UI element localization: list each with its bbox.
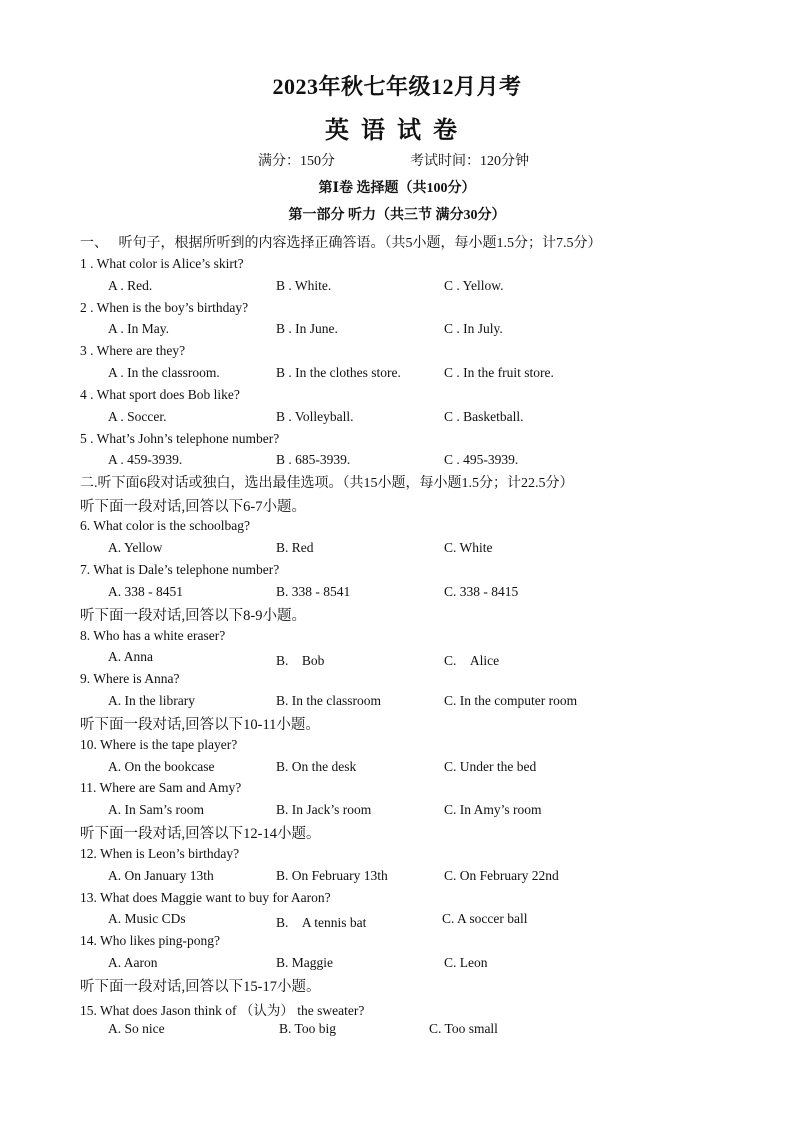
option-6a: A. Yellow	[108, 540, 163, 555]
option-10c: C. Under the bed	[444, 759, 537, 774]
option-11a: A. In Sam’s room	[108, 802, 204, 817]
option-4b: B . Volleyball.	[276, 409, 354, 424]
option-5b: B . 685-3939.	[276, 452, 351, 467]
option-1b: B . White.	[276, 278, 332, 293]
question-10: 10. Where is the tape player?	[80, 737, 238, 752]
option-2a: A . In May.	[108, 321, 169, 336]
section1-instruction: 一、 听句子，根据所听到的内容选择正确答语。（共5小题，每小题1.5分；计7.5分）	[80, 236, 602, 251]
option-2c: C . In July.	[444, 321, 503, 336]
question-8: 8. Who has a white eraser?	[80, 628, 226, 643]
question-14: 14. Who likes ping-pong?	[80, 933, 220, 948]
option-11c: C. In Amy’s room	[444, 802, 542, 817]
option-15a: A. So nice	[108, 1021, 165, 1036]
option-10b: B. On the desk	[276, 759, 357, 774]
question-4: 4 . What sport does Bob like?	[80, 387, 240, 402]
option-11b: B. In Jack’s room	[276, 802, 372, 817]
option-7c: C. 338 - 8415	[444, 584, 519, 599]
option-9c: C. In the computer room	[444, 693, 578, 708]
question-5: 5 . What’s John’s telephone number?	[80, 431, 280, 446]
question-2: 2 . When is the boy’s birthday?	[80, 300, 249, 315]
option-4a: A . Soccer.	[108, 409, 167, 424]
option-8b: B. Bob	[276, 653, 325, 668]
option-14b: B. Maggie	[276, 955, 333, 970]
dialog-intro-1: 听下面一段对话,回答以下6-7小题。	[80, 499, 306, 515]
option-3b: B . In the clothes store.	[276, 365, 401, 380]
question-1: 1 . What color is Alice’s skirt?	[80, 256, 244, 271]
question-3: 3 . Where are they?	[80, 343, 186, 358]
option-7a: A. 338 - 8451	[108, 584, 183, 599]
question-9: 9. Where is Anna?	[80, 671, 180, 686]
option-8c: C. Alice	[444, 653, 500, 668]
option-4c: C . Basketball.	[444, 409, 524, 424]
dialog-intro-2: 听下面一段对话,回答以下8-9小题。	[80, 608, 306, 624]
dialog-intro-4: 听下面一段对话,回答以下12-14小题。	[80, 826, 321, 842]
part-heading: 第一部分 听力（共三节 满分30分）	[288, 208, 506, 223]
option-13a: A. Music CDs	[108, 911, 186, 926]
question-12: 12. When is Leon’s birthday?	[80, 846, 240, 861]
option-8a: A. Anna	[108, 649, 153, 664]
option-13b: B. A tennis bat	[276, 915, 367, 930]
exam-subtitle: 英语试卷	[325, 118, 469, 144]
option-15c: C. Too small	[429, 1021, 498, 1036]
option-14a: A. Aaron	[108, 955, 158, 970]
option-6c: C. White	[444, 540, 493, 555]
option-13c: C. A soccer ball	[442, 911, 528, 926]
option-12c: C. On February 22nd	[444, 868, 559, 883]
option-1a: A . Red.	[108, 278, 153, 293]
option-14c: C. Leon	[444, 955, 488, 970]
question-7: 7. What is Dale’s telephone number?	[80, 562, 280, 577]
question-6: 6. What color is the schoolbag?	[80, 518, 250, 533]
dialog-intro-3: 听下面一段对话,回答以下10-11小题。	[80, 717, 320, 733]
section2-instruction: 二.听下面6段对话或独白，选出最佳选项。（共15小题，每小题1.5分；计22.5分）	[80, 476, 574, 491]
option-5a: A . 459-3939.	[108, 452, 183, 467]
option-15b: B. Too big	[279, 1021, 336, 1036]
option-9b: B. In the classroom	[276, 693, 381, 708]
question-13: 13. What does Maggie want to buy for Aaron?	[80, 890, 331, 905]
question-11: 11. Where are Sam and Amy?	[80, 780, 242, 795]
question-15: 15. What does Jason think of （认为） the sweater?	[80, 1003, 365, 1018]
option-3a: A . In the classroom.	[108, 365, 220, 380]
option-12a: A. On January 13th	[108, 868, 214, 883]
dialog-intro-5: 听下面一段对话,回答以下15-17小题。	[80, 979, 321, 995]
option-5c: C . 495-3939.	[444, 452, 519, 467]
option-1c: C . Yellow.	[444, 278, 504, 293]
option-9a: A. In the library	[108, 693, 195, 708]
volume-heading: 第Ⅰ卷 选择题（共100分）	[318, 181, 476, 196]
option-7b: B. 338 - 8541	[276, 584, 351, 599]
option-6b: B. Red	[276, 540, 314, 555]
option-10a: A. On the bookcase	[108, 759, 215, 774]
exam-time: 考试时间：120分钟	[410, 154, 529, 169]
full-marks: 满分：150分	[258, 154, 335, 169]
exam-title: 2023年秋七年级12月月考	[272, 74, 522, 99]
option-12b: B. On February 13th	[276, 868, 388, 883]
option-3c: C . In the fruit store.	[444, 365, 554, 380]
option-2b: B . In June.	[276, 321, 338, 336]
